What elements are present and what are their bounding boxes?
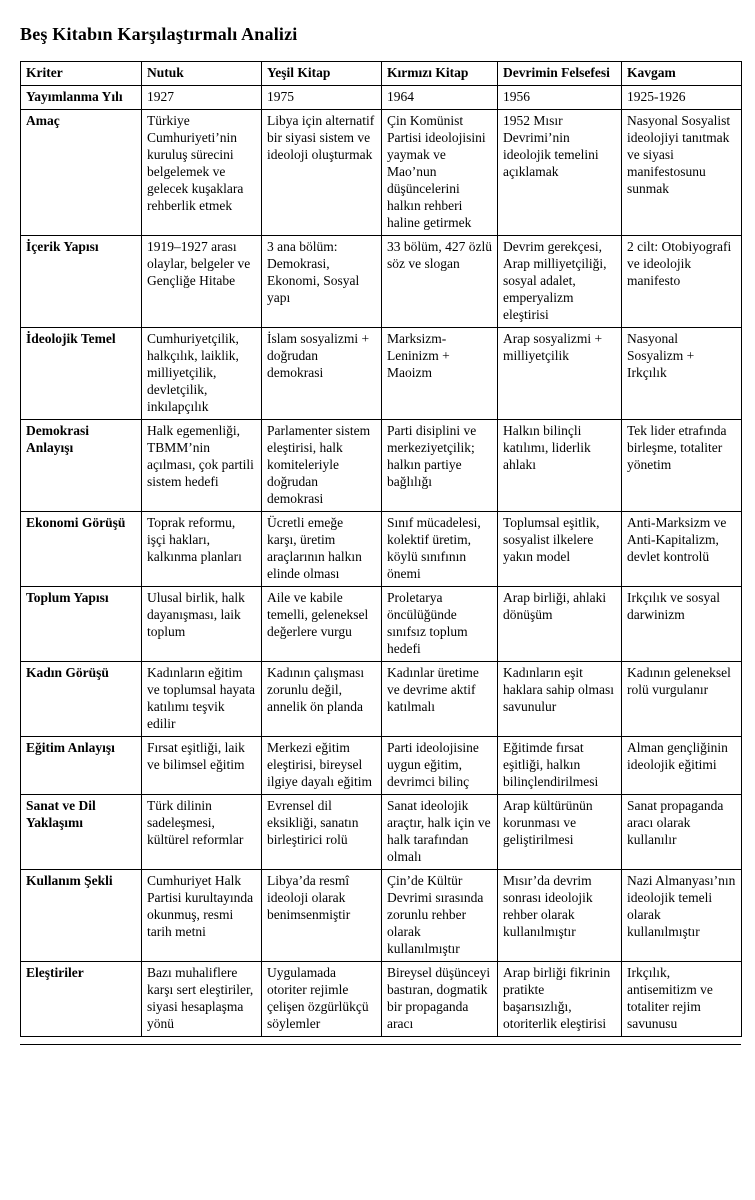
table-cell: Tek lider etrafında birleşme, totaliter yönetim [622,420,742,512]
table-row [21,512,742,587]
table-cell: Parlamenter sistem eleştirisi, halk komiteleriyle doğrudan demokrasi [262,420,382,512]
table-cell: Kadınların eşit haklara sahip olması savunulur [498,662,622,737]
table-cell: 1925-1926 [622,86,742,110]
criterion-cell: Toplum Yapısı [21,587,142,662]
table-cell: Kadınlar üretime ve devrime aktif katılmalı [382,662,498,737]
table-cell: Kadının çalışması zorunlu değil, annelik ön planda [262,662,382,737]
table-cell: Cumhuriyetçilik, halkçılık, laiklik, milliyetçilik, devletçilik, inkılapçılık [142,328,262,420]
table-row [21,328,742,420]
table-row [21,662,742,737]
table-cell: Halk egemenliği, TBMM’nin açılması, çok partili sistem hedefi [142,420,262,512]
table-cell: Fırsat eşitliği, laik ve bilimsel eğitim [142,737,262,795]
table-cell: Bazı muhaliflere karşı sert eleştiriler, siyasi hesaplaşma yönü [142,962,262,1037]
criterion-cell: Demokrasi Anlayışı [21,420,142,512]
table-cell: Libya için alternatif bir siyasi sistem ve ideoloji oluşturmak [262,110,382,236]
criterion-cell: Sanat ve Dil Yaklaşımı [21,795,142,870]
page-title: Beş Kitabın Karşılaştırmalı Analizi [20,24,298,44]
table-cell: Parti ideolojisine uygun eğitim, devrimci bilinç [382,737,498,795]
table-row [21,587,742,662]
table-cell: Sanat propaganda aracı olarak kullanılır [622,795,742,870]
criterion-cell: İdeolojik Temel [21,328,142,420]
table-cell: Arap kültürünün korunması ve geliştirilmesi [498,795,622,870]
table-cell: 33 bölüm, 427 özlü söz ve slogan [382,236,498,328]
table-cell: 1956 [498,86,622,110]
table-row [21,795,742,870]
table-cell: Ücretli emeğe karşı, üretim araçlarının halkın elinde olması [262,512,382,587]
table-cell: Libya’da resmî ideoloji olarak benimsenmiştir [262,870,382,962]
table-cell: Türk dilinin sadeleşmesi, kültürel reformlar [142,795,262,870]
criterion-cell: Amaç [21,110,142,236]
comparison-table [20,61,742,1037]
criterion-cell: Eğitim Anlayışı [21,737,142,795]
criterion-cell: Ekonomi Görüşü [21,512,142,587]
criterion-cell: Yayımlanma Yılı [21,86,142,110]
column-header: Kriter [21,62,142,86]
table-cell: Toplumsal eşitlik, sosyalist ilkelere yakın model [498,512,622,587]
table-cell: Kadının geleneksel rolü vurgulanır [622,662,742,737]
table-cell: Irkçılık ve sosyal darwinizm [622,587,742,662]
criterion-cell: İçerik Yapısı [21,236,142,328]
table-cell: Aile ve kabile temelli, geleneksel değerlere vurgu [262,587,382,662]
table-cell: Ulusal birlik, halk dayanışması, laik toplum [142,587,262,662]
table-cell: Irkçılık, antisemitizm ve totaliter rejim savunusu [622,962,742,1037]
table-cell: Anti-Marksizm ve Anti-Kapitalizm, devlet kontrolü [622,512,742,587]
table-body [21,86,742,1037]
table-cell: 1919–1927 arası olaylar, belgeler ve Gençliğe Hitabe [142,236,262,328]
table-row [21,737,742,795]
criterion-cell: Kadın Görüşü [21,662,142,737]
table-cell: Devrim gerekçesi, Arap milliyetçiliği, sosyal adalet, emperyalizm eleştirisi [498,236,622,328]
criterion-cell: Kullanım Şekli [21,870,142,962]
column-header: Yeşil Kitap [262,62,382,86]
table-cell: Sanat ideolojik araçtır, halk için ve halk tarafından olmalı [382,795,498,870]
table-cell: 1964 [382,86,498,110]
table-cell: Alman gençliğinin ideolojik eğitimi [622,737,742,795]
table-cell: Proletarya öncülüğünde sınıfsız toplum hedefi [382,587,498,662]
table-cell: Eğitimde fırsat eşitliği, halkın bilinçlendirilmesi [498,737,622,795]
table-cell: 3 ana bölüm: Demokrasi, Ekonomi, Sosyal yapı [262,236,382,328]
table-row [21,110,742,236]
table-cell: Türkiye Cumhuriyeti’nin kuruluş sürecini belgelemek ve gelecek kuşaklara rehberlik etmek [142,110,262,236]
table-cell: Marksizm-Leninizm + Maoizm [382,328,498,420]
table-cell: Uygulamada otoriter rejimle çelişen özgürlükçü söylemler [262,962,382,1037]
table-row [21,86,742,110]
next-row-cut-line [20,1044,741,1045]
column-header: Devrimin Felsefesi [498,62,622,86]
table-header [21,62,742,86]
column-header: Kavgam [622,62,742,86]
table-row [21,236,742,328]
table-cell: Cumhuriyet Halk Partisi kurultayında okunmuş, resmi tarih metni [142,870,262,962]
table-cell: Parti disiplini ve merkeziyetçilik; halkın partiye bağlılığı [382,420,498,512]
table-cell: Sınıf mücadelesi, kolektif üretim, köylü sınıfının önemi [382,512,498,587]
table-cell: Mısır’da devrim sonrası ideolojik rehber olarak kullanılmıştır [498,870,622,962]
table-cell: 1927 [142,86,262,110]
table-cell: 2 cilt: Otobiyografi ve ideolojik manifesto [622,236,742,328]
table-cell: Toprak reformu, işçi hakları, kalkınma planları [142,512,262,587]
table-row [21,870,742,962]
table-cell: 1975 [262,86,382,110]
table-cell: Halkın bilinçli katılımı, liderlik ahlakı [498,420,622,512]
column-header: Kırmızı Kitap [382,62,498,86]
criterion-cell: Eleştiriler [21,962,142,1037]
table-cell: Çin Komünist Partisi ideolojisini yaymak ve Mao’nun düşüncelerini halkın rehberi haline getirmek [382,110,498,236]
table-cell: Bireysel düşünceyi bastıran, dogmatik bir propaganda aracı [382,962,498,1037]
table-header-row [21,62,742,86]
table-cell: İslam sosyalizmi + doğrudan demokrasi [262,328,382,420]
column-header: Nutuk [142,62,262,86]
table-row [21,420,742,512]
table-cell: Nasyonal Sosyalizm + Irkçılık [622,328,742,420]
table-cell: Arap birliği fikrinin pratikte başarısızlığı, otoriterlik eleştirisi [498,962,622,1037]
table-cell: Çin’de Kültür Devrimi sırasında zorunlu rehber olarak kullanılmıştır [382,870,498,962]
table-cell: Kadınların eğitim ve toplumsal hayata katılımı teşvik edilir [142,662,262,737]
table-cell: Merkezi eğitim eleştirisi, bireysel ilgiye dayalı eğitim [262,737,382,795]
table-cell: Arap birliği, ahlaki dönüşüm [498,587,622,662]
table-cell: 1952 Mısır Devrimi’nin ideolojik temelini açıklamak [498,110,622,236]
table-cell: Nazi Almanyası’nın ideolojik temeli olarak kullanılmıştır [622,870,742,962]
table-cell: Nasyonal Sosyalist ideolojiyi tanıtmak ve siyasi manifestosunu sunmak [622,110,742,236]
table-cell: Evrensel dil eksikliği, sanatın birleştirici rolü [262,795,382,870]
table-cell: Arap sosyalizmi + milliyetçilik [498,328,622,420]
table-row [21,962,742,1037]
